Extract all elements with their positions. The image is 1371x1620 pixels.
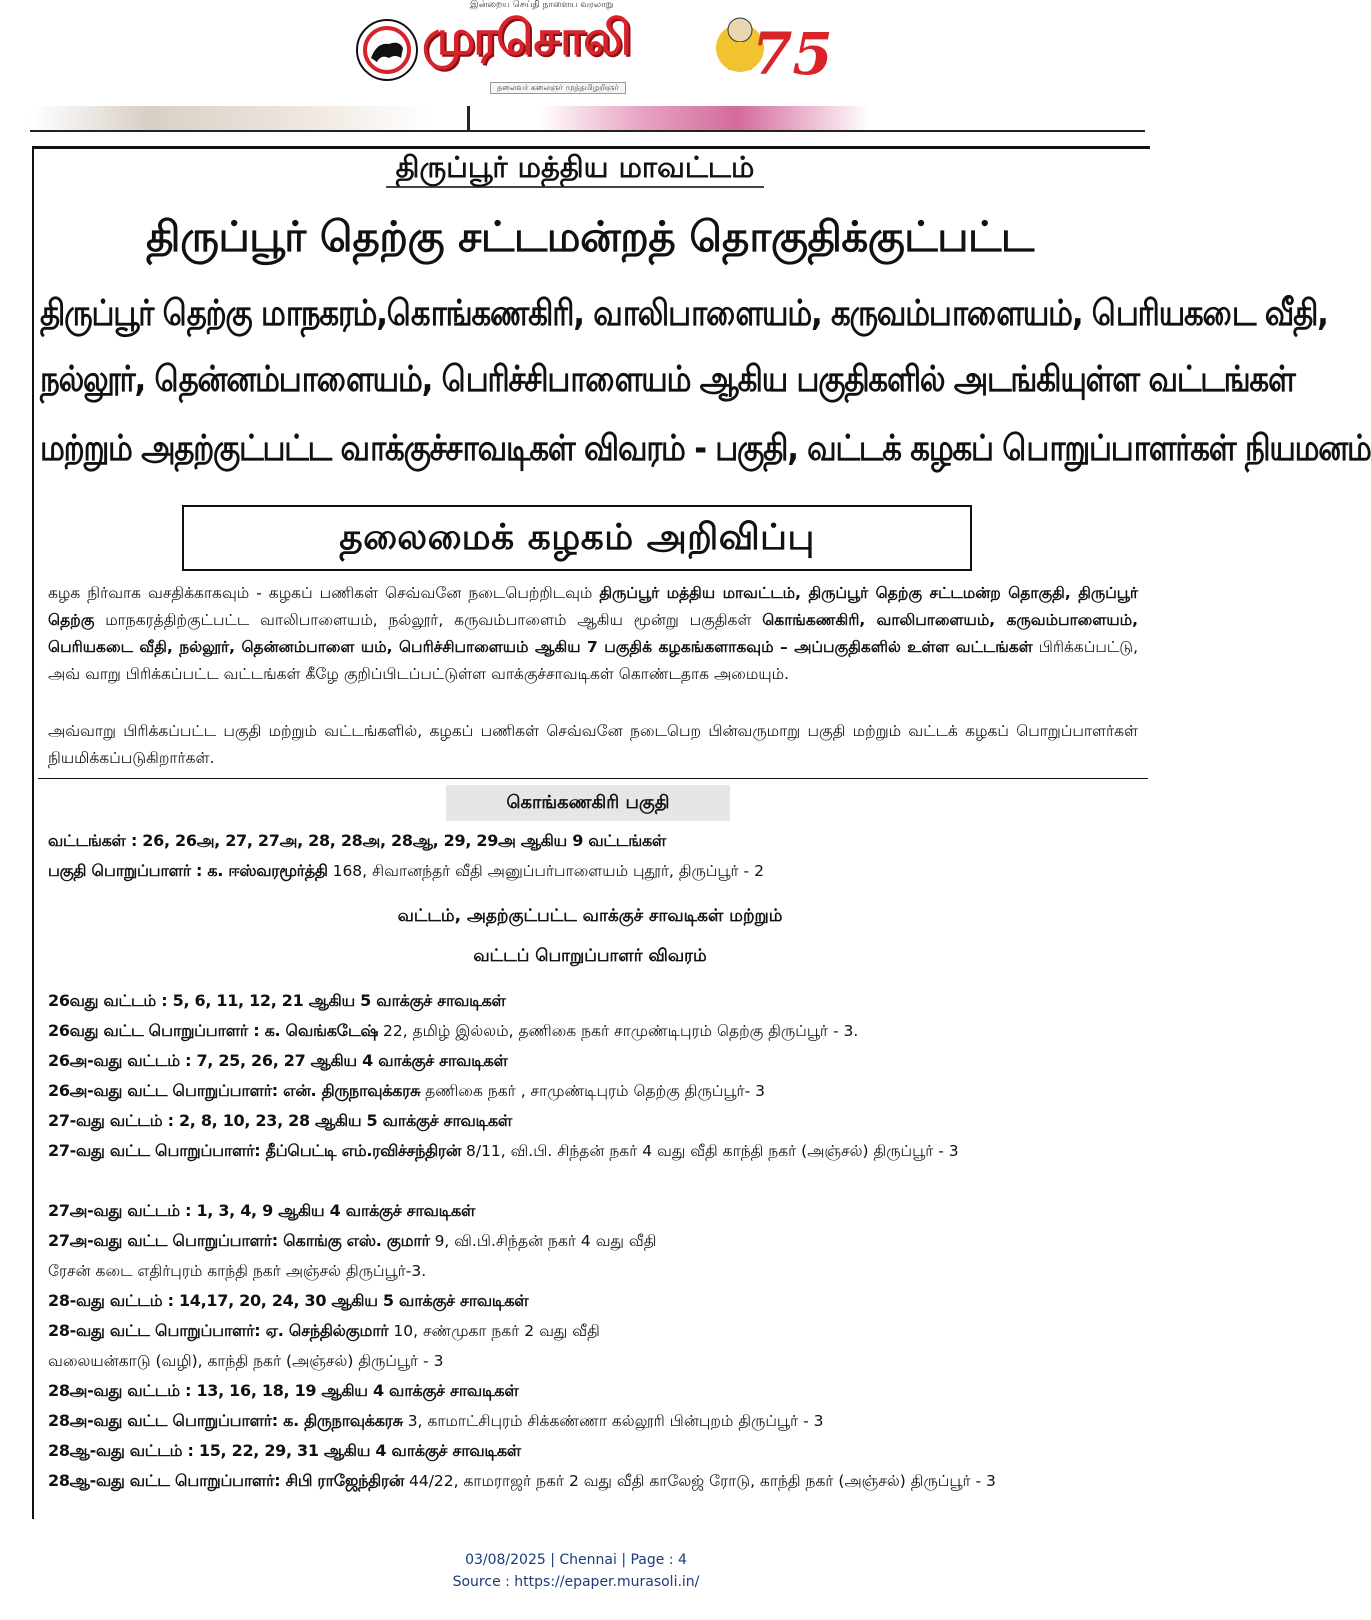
headline-line-3: மற்றும் அதற்குட்பட்ட வாக்குச்சாவடிகள் விவரம் - பகுதி, வட்டக் கழகப் பொறுப்பாளர்கள் நியமனம் (40, 428, 1371, 470)
intro-paragraph-1: கழக நிர்வாக வசதிக்காகவும் - கழகப் பணிகள் செவ்வனே நடைபெற்றிடவும் திருப்பூர் மத்திய மாவட்டம், திருப்பூர் தெற்கு சட்டமன்ற தொகுதி, திருப்பூர் தெற்கு மாநகரத்திற்குட்பட்ட வாலிபாளையம், நல்லூர், கருவம்பாளைம் ஆகிய மூன்று பகுதிகள் கொங்கணகிரி, வாலிபாளையம், கருவம்பாளையம், பெரியகடை வீதி, நல்லூர், தென்னம்பாளை யம், பெரிச்சிபாளையம் ஆகிய 7 பகுதிக் கழகங்களாகவும் – அப்பகுதிகளில் உள்ள வட்டங்கள் பிரிக்கப்பட்டு, அவ் வாறு பிரிக்கப்பட்ட வட்டங்கள் கீழே குறிப்பிடப்பட்டுள்ள வாக்குச்சாவடிகள் கொண்டதாக அமையும். (48, 584, 1138, 683)
list-item: 27-வது வட்ட பொறுப்பாளர்: தீப்பெட்டி எம்.ரவிச்சந்திரன் 8/11, வி.பி. சிந்தன் நகர் 4 வது வீதி காந்தி நகர் (அஞ்சல்) திருப்பூர் - 3 (48, 1141, 959, 1160)
area-incharge: பகுதி பொறுப்பாளர் : க. ஈஸ்வரமூர்த்தி 168, சிவானந்தர் வீதி அனுப்பர்பாளையம் புதூர், திருப்பூர் - 2 (48, 861, 764, 880)
masthead-title: முரசொலி (422, 10, 630, 66)
list-item: 26வது வட்டம் : 5, 6, 11, 12, 21 ஆகிய 5 வாக்குச் சாவடிகள் (48, 991, 506, 1010)
list-item: 28அ-வது வட்ட பொறுப்பாளர்: க. திருநாவுக்கரசு 3, காமாட்சிபுரம் சிக்கண்ணா கல்லூரி பின்புறம் திருப்பூர் - 3 (48, 1411, 824, 1430)
list-item: 26அ-வது வட்டம் : 7, 25, 26, 27 ஆகிய 4 வாக்குச் சாவடிகள் (48, 1051, 508, 1070)
masthead (350, 0, 833, 100)
photo-strip (30, 106, 1145, 132)
masthead-tagline: இன்றைய செய்தி நாளைய வரலாறு (470, 0, 614, 10)
list-item: 28ஆ-வது வட்ட பொறுப்பாளர்: சிபி ராஜேந்திரன் 44/22, காமராஜர் நகர் 2 வது வீதி காலேஜ் ரோடு, காந்தி நகர் (அஞ்சல்) திருப்பூர் - 3 (48, 1471, 996, 1490)
list-item: 27அ-வது வட்ட பொறுப்பாளர்: கொங்கு எஸ். குமார் 9, வி.பி.சிந்தன் நகர் 4 வது வீதி (48, 1231, 657, 1250)
list-item: ரேசன் கடை எதிர்புரம் காந்தி நகர் அஞ்சல் திருப்பூர்-3. (48, 1262, 427, 1280)
intro-paragraph-2: அவ்வாறு பிரிக்கப்பட்ட பகுதி மற்றும் வட்டங்களில், கழகப் பணிகள் செவ்வனே நடைபெற பின்வருமாறு பகுதி மற்றும் வட்டக் கழகப் பொறுப்பாளர்கள் நியமிக்கப்படுகிறார்கள். (48, 722, 1138, 767)
list-item: 26அ-வது வட்ட பொறுப்பாளர்: என். திருநாவுக்கரசு தணிகை நகர் , சாமுண்டிபுரம் தெற்கு திருப்பூர்- 3 (48, 1081, 765, 1100)
headline-line-2: நல்லூர், தென்னம்பாளையம், பெரிச்சிபாளையம் ஆகிய பகுதிகளில் அடங்கியுள்ள வட்டங்கள் (40, 359, 1295, 401)
list-item: 28ஆ-வது வட்டம் : 15, 22, 29, 31 ஆகிய 4 வாக்குச் சாவடிகள் (48, 1441, 521, 1460)
list-item: 26வது வட்ட பொறுப்பாளர் : க. வெங்கடேஷ் 22, தமிழ் இல்லம், தணிகை நகர் சாமுண்டிபுரம் தெற்கு திருப்பூர் - 3. (48, 1021, 859, 1040)
masthead-subtitle: தலைவர் கலைஞர் முத்தமிழறிஞர் (490, 82, 626, 94)
list-item: வலையன்காடு (வழி), காந்தி நகர் (அஞ்சல்) திருப்பூர் - 3 (48, 1352, 444, 1370)
notice-title-box (182, 505, 972, 571)
sub-heading-1: வட்டம், அதற்குட்பட்ட வாக்குச் சாவடிகள் மற்றும் (397, 906, 783, 926)
footer-date: 03/08/2025 | Chennai | Page : 4 (465, 1552, 687, 1568)
list-item: 28அ-வது வட்டம் : 13, 16, 18, 19 ஆகிய 4 வாக்குச் சாவடிகள் (48, 1381, 519, 1400)
list-item: 28-வது வட்ட பொறுப்பாளர்: ஏ. செந்தில்குமார் 10, சண்முகா நகர் 2 வது வீதி (48, 1321, 600, 1340)
notice-title: தலைமைக் கழகம் அறிவிப்பு (339, 517, 815, 558)
list-item: 27அ-வது வட்டம் : 1, 3, 4, 9 ஆகிய 4 வாக்குச் சாவடிகள் (48, 1201, 476, 1220)
anniversary-logo (710, 4, 833, 96)
headline-line-1: திருப்பூர் தெற்கு மாநகரம்,கொங்கணகிரி, வாலிபாளையம், கருவம்பாளையம், பெரியகடை வீதி, (40, 293, 1328, 335)
sub-heading-2: வட்டப் பொறுப்பாளர் விவரம் (473, 946, 707, 966)
party-emblem-icon (355, 18, 419, 82)
wards-line: வட்டங்கள் : 26, 26அ, 27, 27அ, 28, 28அ, 28ஆ, 29, 29அ ஆகிய 9 வட்டங்கள் (48, 831, 667, 850)
anniversary-number: 75 (752, 20, 833, 88)
district-title: திருப்பூர் மத்திய மாவட்டம் (0, 150, 1150, 188)
headline-constituency: திருப்பூர் தெற்கு சட்டமன்றத் தொகுதிக்குட்பட்ட (146, 212, 1034, 261)
section-divider (38, 778, 1148, 779)
list-item: 28-வது வட்டம் : 14,17, 20, 24, 30 ஆகிய 5 வாக்குச் சாவடிகள் (48, 1291, 529, 1310)
footer-source: Source : https://epaper.murasoli.in/ (452, 1574, 700, 1590)
list-item: 27-வது வட்டம் : 2, 8, 10, 23, 28 ஆகிய 5 வாக்குச் சாவடிகள் (48, 1111, 513, 1130)
section-title: கொங்கணகிரி பகுதி (446, 785, 730, 821)
